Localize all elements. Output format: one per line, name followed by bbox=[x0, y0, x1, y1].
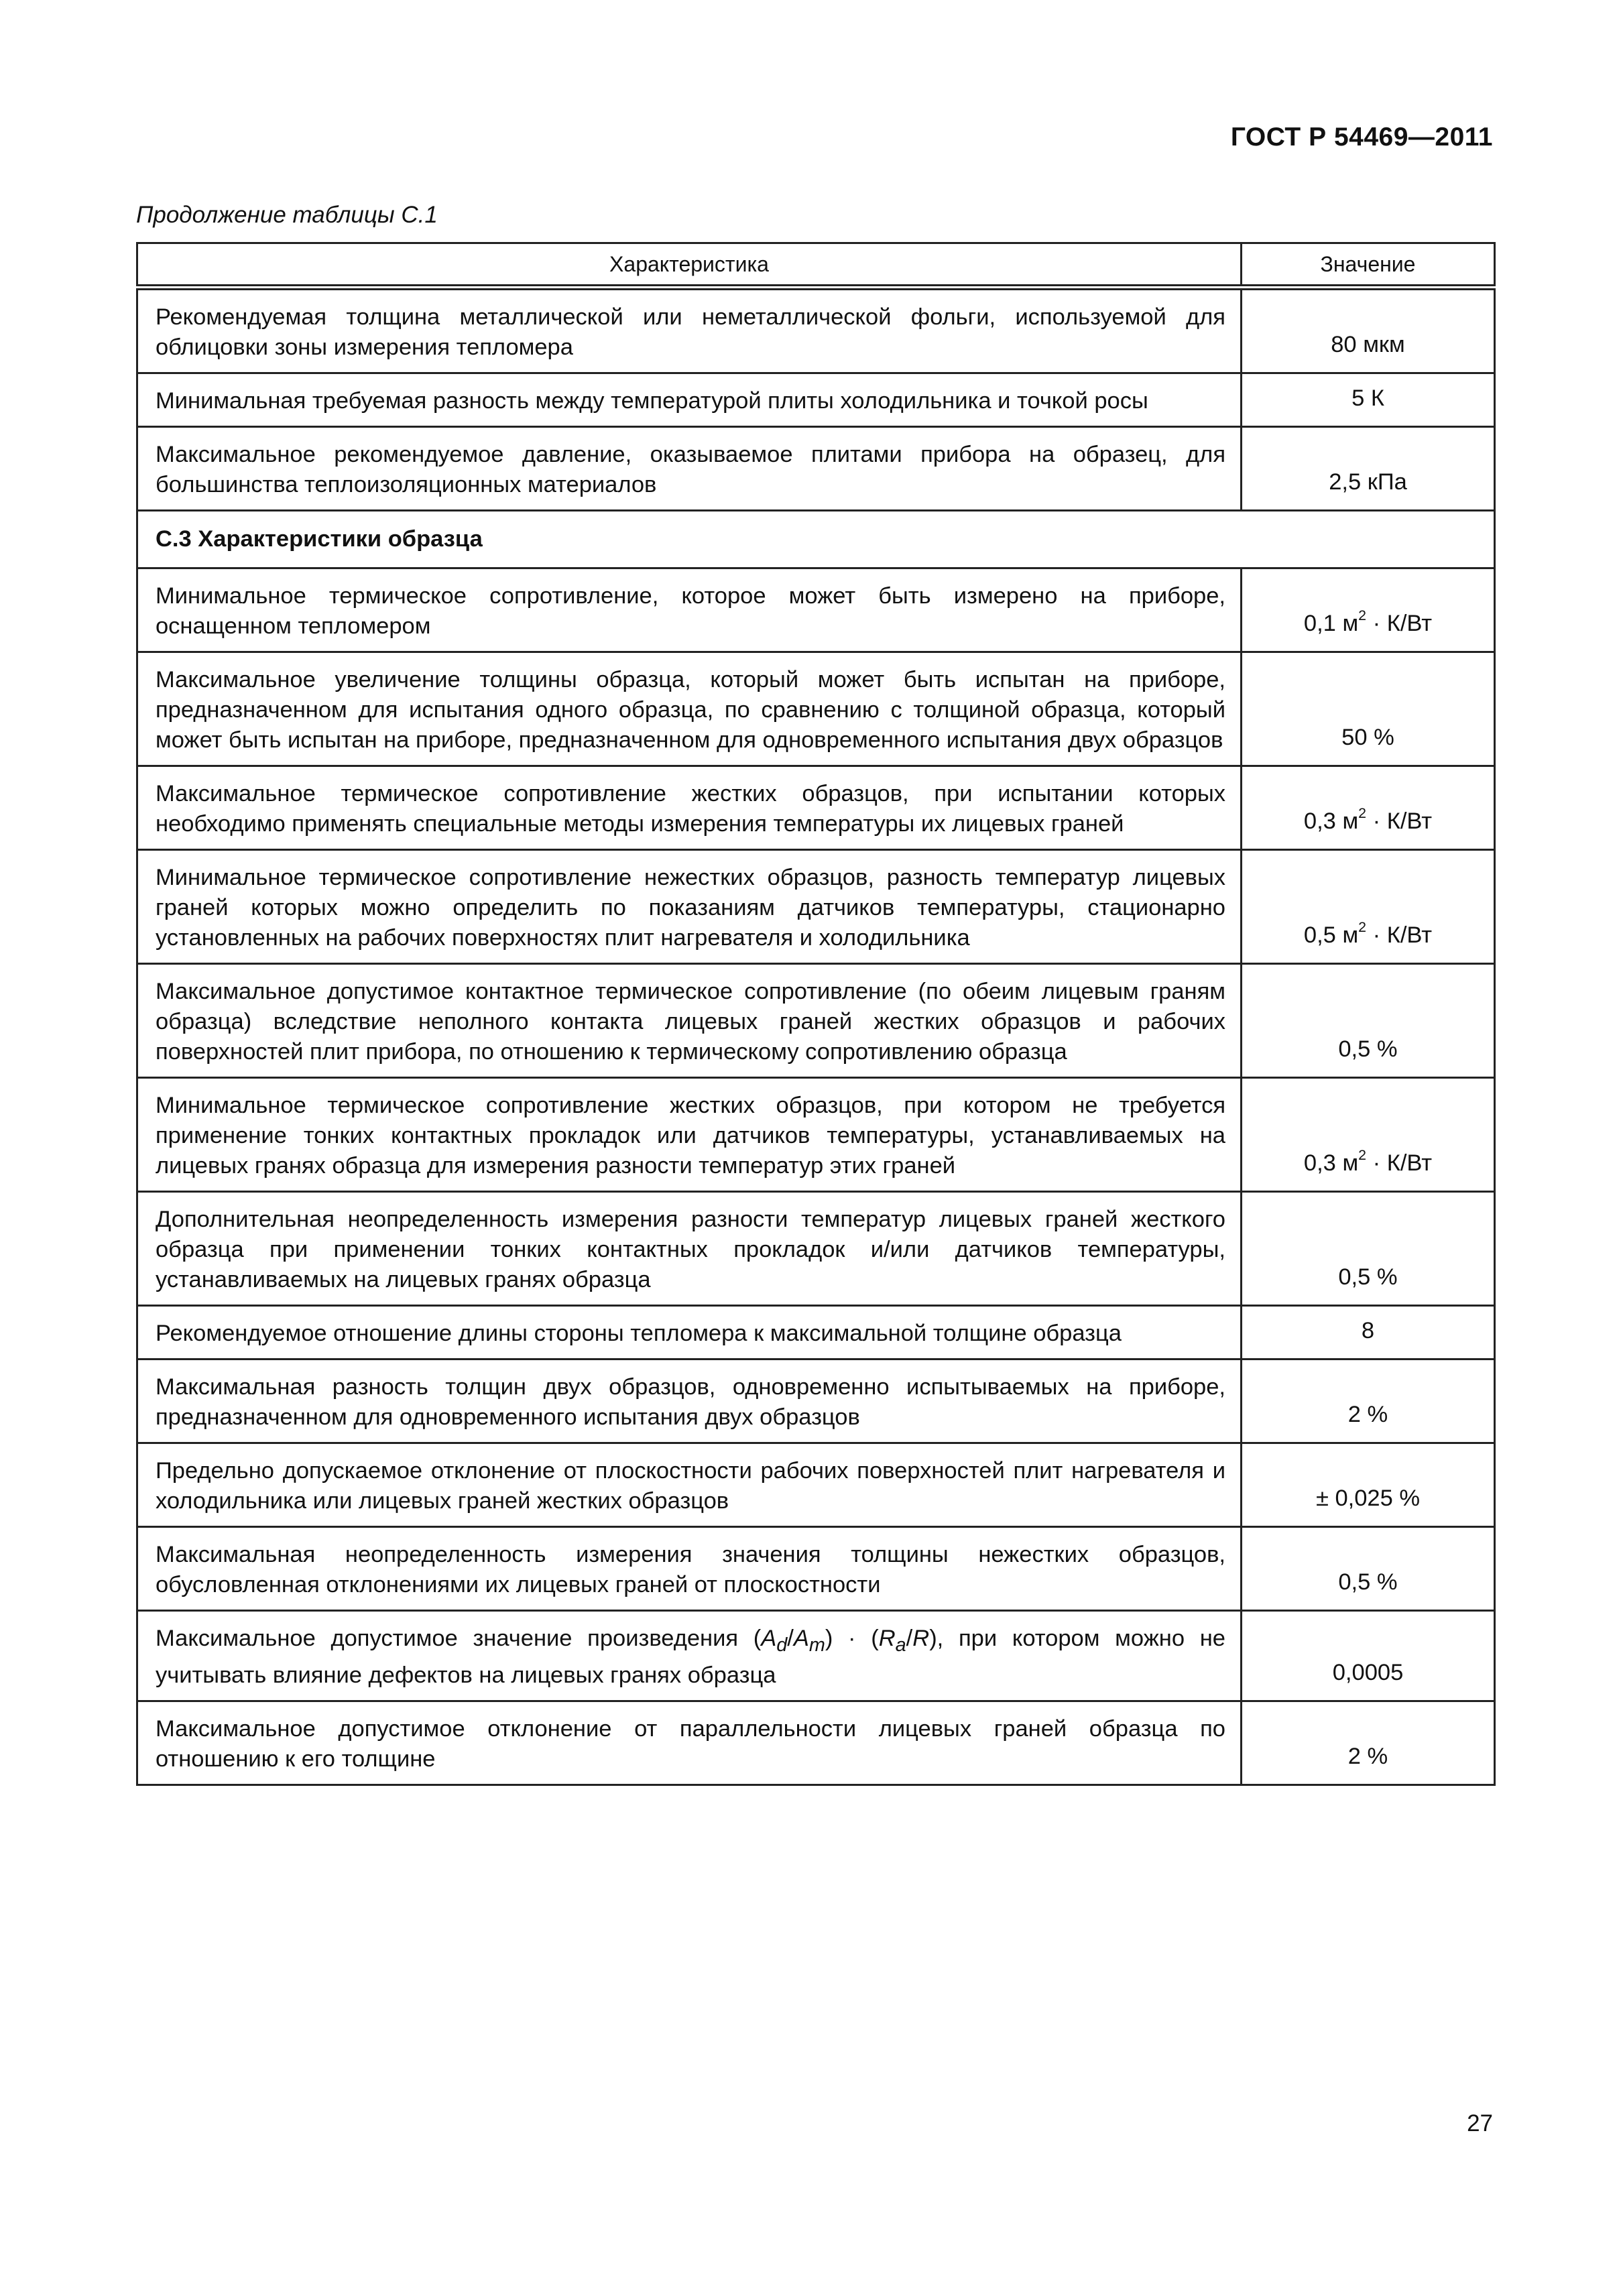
table-header-row bbox=[137, 243, 1495, 288]
table-row bbox=[137, 1192, 1495, 1306]
table-row bbox=[137, 1611, 1495, 1701]
section-heading: С.3 Характеристики образца bbox=[137, 511, 1495, 568]
page-number: 27 bbox=[1467, 2110, 1493, 2136]
characteristic-cell: Предельно допускаемое отклонение от плоскостности рабочих поверхностей плит нагревателя и холодильника или лицевых граней жестких образцов bbox=[137, 1443, 1242, 1527]
value-cell: 0,5 % bbox=[1242, 1192, 1495, 1306]
column-header-characteristic: Характеристика bbox=[137, 243, 1242, 288]
table-row bbox=[137, 964, 1495, 1078]
characteristic-cell: Минимальное термическое сопротивление жестких образцов, при котором не требуется применение тонких контактных прокладок или датчиков температуры, устанавливаемых на лицевых гранях образца для измерения разности температур этих граней bbox=[137, 1078, 1242, 1192]
characteristic-cell: Минимальная требуемая разность между температурой плиты холодильника и точкой росы bbox=[137, 373, 1242, 427]
value-cell: 0,5 $м^2 \cdot К/Вт$ bbox=[1242, 850, 1495, 964]
table-row bbox=[137, 1701, 1495, 1785]
section-heading-row bbox=[137, 511, 1495, 568]
characteristic-cell: Рекомендуемая толщина металлической или неметаллической фольги, используемой для облицовки зоны измерения тепломера bbox=[137, 288, 1242, 373]
value-cell: 0,0005 bbox=[1242, 1611, 1495, 1701]
table-row bbox=[137, 850, 1495, 964]
value-cell: 80 мкм bbox=[1242, 288, 1495, 373]
characteristic-cell: Максимальная неопределенность измерения значения толщины нежестких образцов, обусловленная отклонениями их лицевых граней от плоскостности bbox=[137, 1527, 1242, 1611]
value-cell: 0,3 $м^2 \cdot К/Вт$ bbox=[1242, 766, 1495, 850]
table-row bbox=[137, 373, 1495, 427]
characteristics-table bbox=[136, 242, 1496, 1786]
table-caption: Продолжение таблицы С.1 bbox=[136, 202, 438, 228]
characteristic-cell: Дополнительная неопределенность измерения разности температур лицевых граней жесткого образца при применении тонких контактных прокладок и/или датчиков температуры, устанавливаемых на лицевых гранях образца bbox=[137, 1192, 1242, 1306]
value-cell: 5 К bbox=[1242, 373, 1495, 427]
table-row bbox=[137, 568, 1495, 652]
characteristic-cell: Максимальное термическое сопротивление жестких образцов, при испытании которых необходимо применять специальные методы измерения температуры их лицевых граней bbox=[137, 766, 1242, 850]
table-body bbox=[137, 288, 1495, 1785]
table-row bbox=[137, 427, 1495, 511]
characteristic-cell: Минимальное термическое сопротивление нежестких образцов, разность температур лицевых граней которых можно определить по показаниям датчиков температуры, стационарно установленных на рабочих поверхностях плит нагревателя и холодильника bbox=[137, 850, 1242, 964]
characteristic-cell: Минимальное термическое сопротивление, которое может быть измерено на приборе, оснащенном тепломером bbox=[137, 568, 1242, 652]
characteristic-cell: Максимальная разность толщин двух образцов, одновременно испытываемых на приборе, предназначенном для одновременного испытания двух образцов bbox=[137, 1360, 1242, 1443]
table-row bbox=[137, 652, 1495, 766]
document-code: ГОСТ Р 54469—2011 bbox=[1230, 123, 1493, 152]
value-cell: 8 bbox=[1242, 1306, 1495, 1360]
table-row bbox=[137, 1360, 1495, 1443]
characteristic-cell: Максимальное рекомендуемое давление, оказываемое плитами прибора на образец, для большинства теплоизоляционных материалов bbox=[137, 427, 1242, 511]
table-row bbox=[137, 1078, 1495, 1192]
value-cell: 0,3 $м^2 \cdot К/Вт$ bbox=[1242, 1078, 1495, 1192]
characteristic-cell: Максимальное допустимое контактное термическое сопротивление (по обеим лицевым граням образца) вследствие неполного контакта лицевых граней жестких образцов и рабочих поверхностей плит прибора, по отношению к термическому сопротивлению образца bbox=[137, 964, 1242, 1078]
value-cell: 0,5 % bbox=[1242, 964, 1495, 1078]
table-row bbox=[137, 1527, 1495, 1611]
characteristic-cell: Максимальное увеличение толщины образца, который может быть испытан на приборе, предназначенном для испытания одного образца, по сравнению с толщиной образца, который может быть испытан на приборе, предназначенном для одновременного испытания двух образцов bbox=[137, 652, 1242, 766]
value-cell: 0,5 % bbox=[1242, 1527, 1495, 1611]
characteristic-cell: Рекомендуемое отношение длины стороны тепломера к максимальной толщине образца bbox=[137, 1306, 1242, 1360]
column-header-value: Значение bbox=[1242, 243, 1495, 288]
value-cell: 50 % bbox=[1242, 652, 1495, 766]
value-cell: ± 0,025 % bbox=[1242, 1443, 1495, 1527]
value-cell: 2 % bbox=[1242, 1701, 1495, 1785]
table-row bbox=[137, 766, 1495, 850]
table-row bbox=[137, 1306, 1495, 1360]
value-cell: 0,1 $м^2 \cdot К/Вт$ bbox=[1242, 568, 1495, 652]
value-cell: 2,5 кПа bbox=[1242, 427, 1495, 511]
characteristic-cell: Максимальное допустимое значение произведения $(A_d/A_m) \cdot (R_a/R)$, при котором можно не учитывать влияние дефектов на лицевых гранях образца bbox=[137, 1611, 1242, 1701]
table-row bbox=[137, 288, 1495, 373]
characteristic-cell: Максимальное допустимое отклонение от параллельности лицевых граней образца по отношению к его толщине bbox=[137, 1701, 1242, 1785]
table-row bbox=[137, 1443, 1495, 1527]
value-cell: 2 % bbox=[1242, 1360, 1495, 1443]
